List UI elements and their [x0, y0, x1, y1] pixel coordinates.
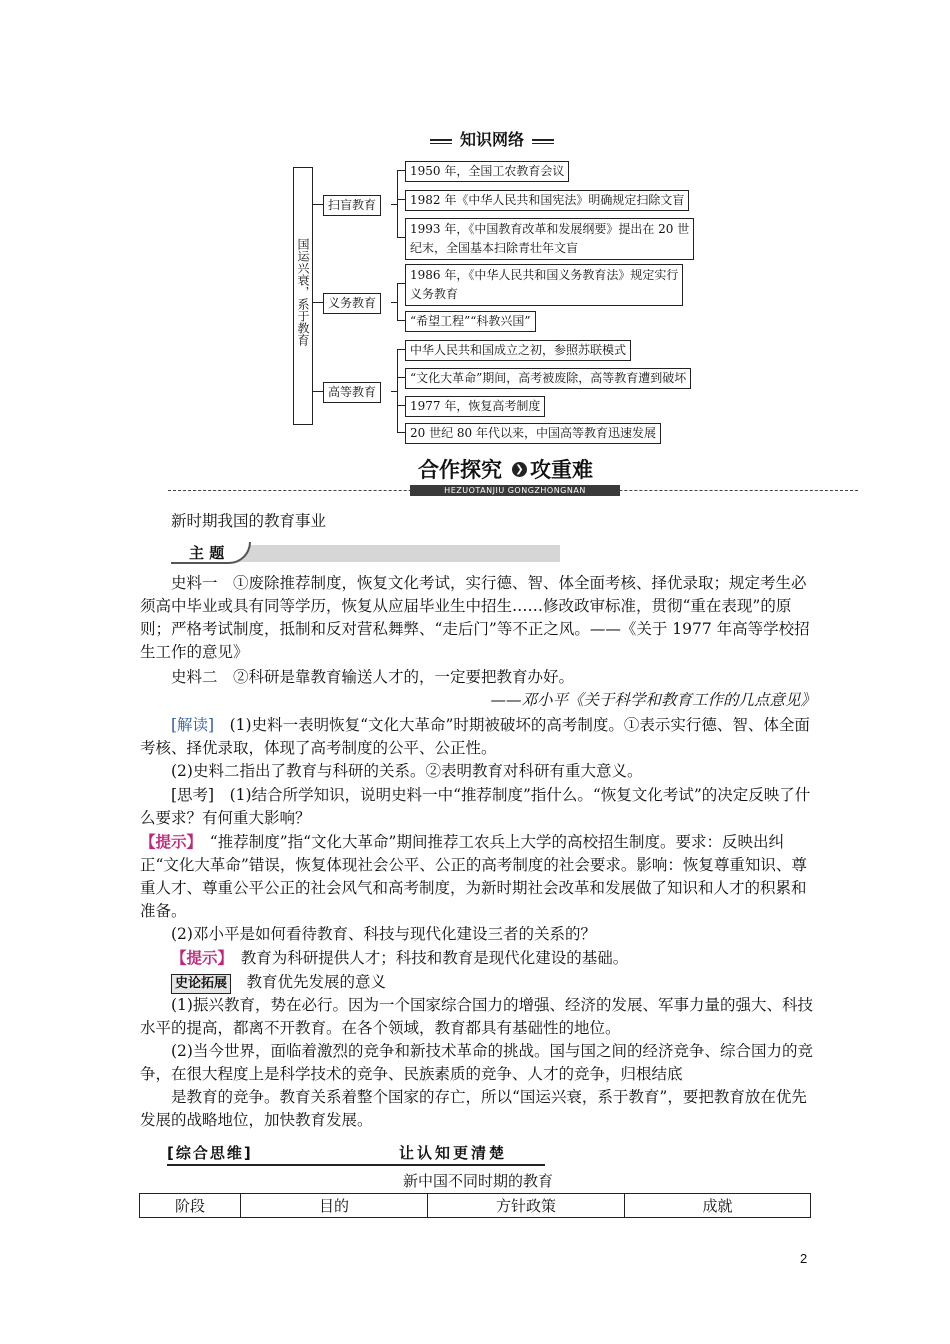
- page-number: 2: [800, 1251, 808, 1266]
- source-two: 史料二 ②科研是靠教育输送人才的，一定要把教育办好。 ——邓小平《关于科学和教育工作的几点意见》: [171, 668, 816, 709]
- network-item: 1977 年，恢复高考制度: [405, 396, 545, 417]
- arrow-icon: ❯: [512, 462, 527, 477]
- table-header: 方针政策: [428, 1194, 625, 1218]
- network-item: 1993 年，《中国教育改革和发展纲要》提出在 20 世 纪末，全国基本扫除青壮年文盲: [405, 218, 694, 260]
- table-title: 新中国不同时期的教育: [402, 1172, 553, 1190]
- network-title: 知识网络: [430, 130, 554, 150]
- network-item: 20 世纪 80 年代以来，中国高等教育迅速发展: [405, 423, 661, 444]
- network-item: “希望工程”“科教兴国”: [405, 311, 536, 332]
- network-item: 1982 年《中华人民共和国宪法》明确规定扫除文盲: [405, 190, 689, 211]
- source-one: 史料一 ①废除推荐制度，恢复文化考试，实行德、智、体全面考核、择优录取；规定考生必须高中毕业或具有同等学历，恢复从应届毕业生中招生……修改政审标准，贯彻“重在表现”的原则；严格考试制度，抵制和反对营私舞弊、“走后门”等不正之风。——《关于 1977 年高等学校招生工作的意见》: [140, 574, 810, 661]
- network-root: 国运兴衰，系于教育: [293, 167, 313, 425]
- branch-literacy: 扫盲教育: [323, 195, 381, 216]
- theme-banner: 主 题: [171, 542, 560, 564]
- interpretation: [解读] (1)史料一表明恢复“文化大革命”时期被破坏的高考制度。①表示实行德、智、体全面考核、择优录取，体现了高考制度的公平、公正性。 (2)史料二指出了教育与科研的关系。②表明教育对科研有重大意义。: [140, 716, 810, 780]
- thinking: [思考] (1)结合所学知识，说明史料一中“推荐制度”指什么。“恢复文化考试”的决定反映了什么要求？有何重大影响？ 【提示】 “推荐制度”指“文化大革命”期间推荐工农兵上大学的高校招生制度。要求：反映出纠正“文化大革命”错误，恢复体现社会公平、公正的高考制度的社会要求。影响：恢复尊重知识、尊重人才、尊重公平公正的社会风气和高考制度，为新时期社会改革和发展做了知识和人才的积累和准备。 (2)邓小平是如何看待教育、科技与现代化建设三者的关系的？ 【提示】 教育为科研提供人才；科技和教育是现代化建设的基础。: [140, 786, 811, 967]
- section-header: 合作探究 ❯ 攻重难 HEZUOTANJIU GONGZHONGNAN: [168, 456, 858, 498]
- table-header: 成就: [625, 1194, 811, 1218]
- network-item: 1950 年，全国工农教育会议: [405, 161, 569, 182]
- table-header: 阶段: [140, 1194, 241, 1218]
- network-item: 中华人民共和国成立之初，参照苏联模式: [405, 340, 631, 361]
- history-extension: 史论拓展 教育优先发展的意义 (1)振兴教育，势在必行。因为一个国家综合国力的增强、经济的发展、军事力量的强大、科技水平的提高，都离不开教育。在各个领域，教育都具有基础性的地位。 (2)当今世界，面临着激烈的竞争和新技术革命的挑战。国与国之间的经济竞争、综合国力的竞争，在很大程度上是科学技术的竞争、民族素质的竞争、人才的竞争，归根结底 是教育的竞争。教育关系着整个国家的存亡，所以“国运兴衰，系于教育”，要把教育放在优先发展的战略地位，加快教育发展。: [140, 973, 813, 1129]
- synth-banner: [综合思维] 让认知更清楚: [167, 1143, 545, 1167]
- extend-label: 史论拓展: [171, 974, 231, 994]
- table-header: 目的: [241, 1194, 428, 1218]
- branch-higher: 高等教育: [323, 382, 381, 403]
- network-item: 1986 年，《中华人民共和国义务教育法》规定实行 义务教育: [405, 264, 683, 306]
- branch-compulsory: 义务教育: [323, 293, 381, 314]
- network-item: “文化大革命”期间，高考被废除，高等教育遭到破坏: [405, 368, 691, 389]
- topic: 新时期我国的教育事业: [171, 512, 327, 530]
- education-table: [139, 1193, 811, 1218]
